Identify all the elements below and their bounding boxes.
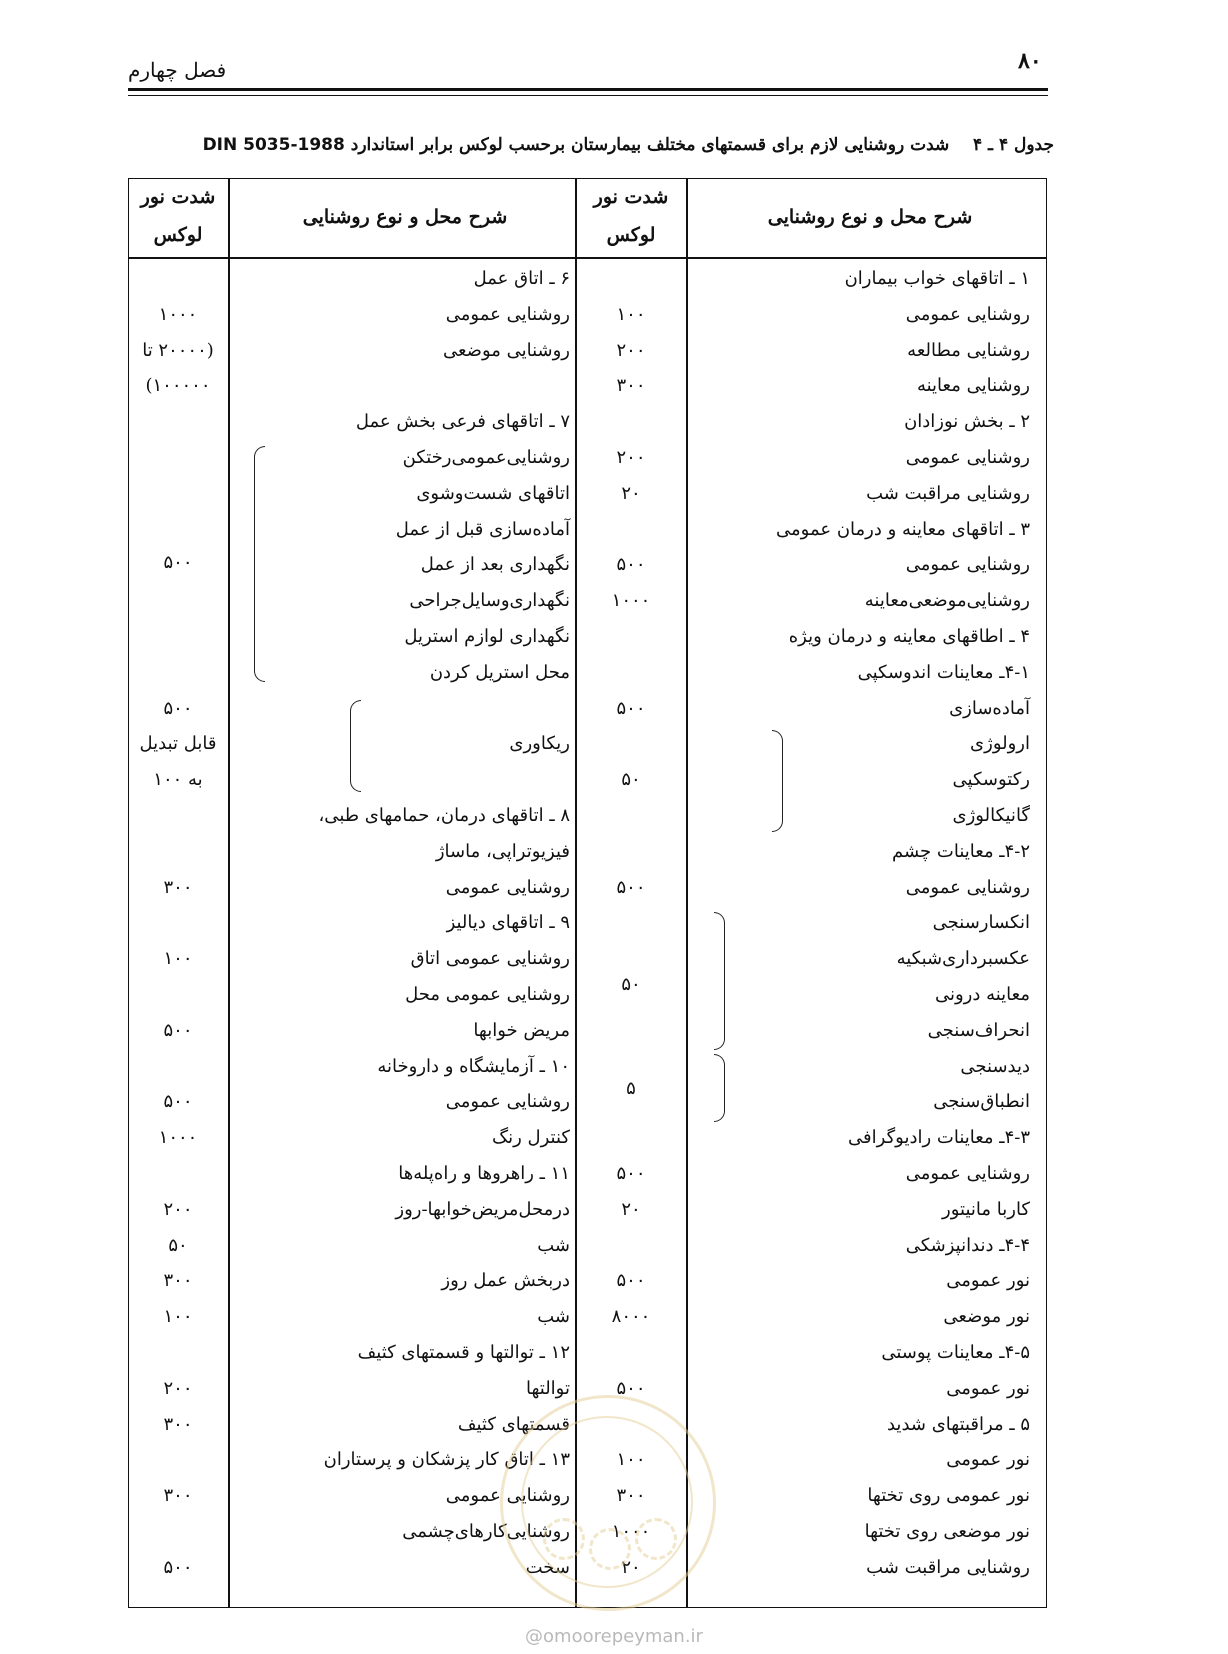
- left-row-value: [128, 978, 228, 1012]
- left-row-label: [240, 369, 570, 403]
- right-row-value: [576, 262, 686, 296]
- right-row-value: ۲۰: [621, 482, 641, 504]
- gear-icon: [635, 1518, 677, 1560]
- right-row-value: [576, 906, 686, 940]
- right-row-value: [576, 620, 686, 654]
- right-row-label: روشنایی عمومی: [905, 1163, 1030, 1184]
- right-row-label: گانیکالوژی: [952, 805, 1030, 826]
- right-row-value: [576, 1336, 686, 1370]
- right-row-value: ۵۰۰: [616, 876, 646, 898]
- left-row-value: ۲۰۰: [163, 1377, 193, 1399]
- left-row-label: روشنایی عمومی: [445, 1485, 570, 1507]
- bracket-recovery: [350, 700, 361, 792]
- right-row-value: ۵۰۰: [616, 1377, 646, 1399]
- site-watermark: @omoorepeyman.ir: [525, 1626, 703, 1647]
- left-row-value: ۵۰۰: [163, 697, 193, 719]
- right-row-label: نور عمومی: [946, 1449, 1030, 1471]
- operating-aux-group-value: ۵۰۰: [163, 552, 193, 573]
- left-row-value: [128, 477, 228, 511]
- left-row-value: ۱۰۰: [163, 1306, 193, 1328]
- right-row-label: رکتوسکپی: [952, 769, 1030, 791]
- right-row-value: [576, 1121, 686, 1155]
- right-row-value: ۳۰۰: [616, 1485, 646, 1507]
- left-row-label: کنترل رنگ: [492, 1127, 570, 1149]
- left-row-value: به ۱۰۰: [153, 769, 203, 791]
- right-row-value: ۵۰۰: [616, 1163, 646, 1184]
- left-row-label: نگهداری‌وسایل‌جراحی: [409, 590, 570, 612]
- left-row-label: ریکاوری: [509, 733, 570, 755]
- left-row-label: ۹ ـ اتاقهای دیالیز: [446, 912, 570, 934]
- publisher-seal: [500, 1395, 716, 1611]
- bracket-eye-vision: [714, 1054, 725, 1122]
- left-row-value: ۵۰۰: [163, 1556, 193, 1578]
- right-row-value: [576, 513, 686, 547]
- left-row-value: [128, 656, 228, 690]
- right-row-value: ۳۰۰: [616, 375, 646, 397]
- left-row-value: ۳۰۰: [163, 1270, 193, 1292]
- right-row-label: روشنایی عمومی: [905, 447, 1030, 468]
- left-row-value: [128, 405, 228, 439]
- left-row-label: ۶ ـ اتاق عمل: [473, 268, 570, 289]
- bracket-eye-refraction: [714, 912, 725, 1050]
- left-row-label: روشنایی عمومی: [445, 1091, 570, 1113]
- left-row-label: [240, 692, 570, 726]
- caption-standard: DIN 5035-1988: [202, 135, 345, 155]
- right-row-label: روشنایی معاینه: [916, 375, 1030, 397]
- left-row-label: شب: [537, 1234, 570, 1256]
- left-row-value: قابل تبدیل: [139, 733, 217, 755]
- right-row-value: ۲۰۰: [616, 447, 646, 468]
- right-row-value: ۸۰۰۰: [611, 1306, 651, 1328]
- left-row-label: درمحل‌مریض‌خوابها-روز: [395, 1198, 570, 1220]
- left-row-value: ۵۰: [168, 1234, 188, 1256]
- header-desc-left: شرح محل و نوع روشنایی: [302, 206, 508, 228]
- left-row-label: فیزیوتراپی، ماساژ: [435, 840, 570, 862]
- right-row-label: انکسارسنجی: [932, 912, 1030, 934]
- left-row-label: ۱۳ ـ اتاق کار پزشکان و پرستاران: [323, 1449, 570, 1471]
- right-row-label: ۴-۳ـ معاینات رادیوگرافی: [848, 1127, 1030, 1149]
- left-row-label: آماده‌سازی قبل از عمل: [395, 518, 570, 540]
- header-divider: [128, 257, 1047, 259]
- bracket-endoscopy: [772, 730, 783, 832]
- chapter-title: فصل چهارم: [128, 58, 227, 82]
- right-row-value: [576, 1229, 686, 1263]
- right-row-value: ۱۰۰: [616, 1449, 646, 1471]
- right-row-label: ۲ ـ بخش نوزادان: [904, 411, 1030, 433]
- right-row-label: آماده‌سازی: [949, 697, 1030, 719]
- right-row-value: ۲۰: [621, 1198, 641, 1220]
- gear-icon: [543, 1518, 585, 1560]
- right-row-label: ۴-۵ـ معاینات پوستی: [881, 1342, 1030, 1363]
- right-row-label: ارولوژی: [970, 733, 1030, 755]
- left-row-label: روشنایی عمومی محل: [405, 984, 570, 1005]
- left-row-label: ۷ ـ اتاقهای فرعی بخش عمل: [355, 411, 570, 433]
- left-row-label: ۱۰ ـ آزمایشگاه و داروخانه: [377, 1055, 570, 1077]
- right-row-value: ۵۰۰: [616, 1270, 646, 1292]
- left-row-value: [128, 835, 228, 869]
- right-row-value: ۱۰۰۰: [611, 590, 651, 612]
- right-row-label: ۴-۴ـ دندانپزشکی: [905, 1234, 1030, 1256]
- right-row-label: دیدسنجی: [960, 1055, 1030, 1077]
- right-row-label: نور موضعی روی تختها: [864, 1521, 1030, 1542]
- left-row-value: ۳۰۰: [163, 1485, 193, 1507]
- left-row-label: مریض خوابها: [473, 1019, 570, 1041]
- right-row-label: نور عمومی: [946, 1270, 1030, 1292]
- eye-vision-group-value: ۵: [626, 1078, 636, 1099]
- header-lux-left-1: شدت نور: [140, 186, 216, 208]
- left-row-value: ۱۰۰۰: [158, 303, 198, 325]
- left-row-value: (۲۰۰۰۰ تا: [142, 339, 214, 361]
- left-row-value: [128, 906, 228, 940]
- right-row-value: ۵۰۰: [616, 697, 646, 719]
- header-lux-right-1: شدت نور: [593, 186, 669, 208]
- right-row-value: [576, 1014, 686, 1048]
- left-row-value: [128, 1050, 228, 1084]
- header-lux-left-2: لوکس: [153, 224, 203, 246]
- right-row-label: روشنایی مطالعه: [907, 339, 1030, 361]
- left-row-label: ۸ ـ اتاقهای درمان، حمامهای طبی،: [318, 805, 570, 826]
- right-row-value: [576, 835, 686, 869]
- right-row-value: ۵۰: [621, 769, 641, 791]
- right-row-label: ۴ ـ اطاقهای معاینه و درمان ویژه: [788, 626, 1030, 647]
- right-row-label: نور عمومی روی تختها: [867, 1485, 1030, 1507]
- left-row-value: [128, 441, 228, 475]
- left-row-label: روشنایی عمومی: [445, 876, 570, 898]
- left-row-value: ۲۰۰: [163, 1198, 193, 1220]
- left-row-label: روشنایی عمومی اتاق: [410, 948, 570, 970]
- right-row-label: روشنایی عمومی: [905, 876, 1030, 898]
- right-row-value: ۱۰۰۰: [611, 1521, 651, 1542]
- left-row-label: دربخش عمل روز: [441, 1270, 570, 1292]
- right-row-label: ۴-۱ـ معاینات اندوسکپی: [857, 661, 1030, 683]
- left-row-value: ۳۰۰: [163, 876, 193, 898]
- right-row-label: عکسبرداری‌شبکیه: [896, 948, 1030, 970]
- right-row-value: [576, 405, 686, 439]
- right-row-label: ۵ ـ مراقبتهای شدید: [886, 1413, 1030, 1435]
- right-row-label: ۴-۲ـ معاینات چشم: [892, 840, 1030, 862]
- header-rule-thick: [128, 88, 1048, 91]
- right-row-label: روشنایی مراقبت شب: [866, 1556, 1030, 1578]
- left-row-label: روشنایی‌عمومی‌رختکن: [402, 447, 570, 468]
- left-row-label: سخت: [525, 1556, 570, 1578]
- right-row-label: معاینه درونی: [934, 984, 1030, 1005]
- page-number: ۸۰: [1018, 48, 1042, 74]
- header-desc-right: شرح محل و نوع روشنایی: [767, 206, 973, 228]
- left-row-label: اتاقهای شست‌وشوی: [416, 482, 570, 504]
- right-row-label: نور عمومی: [946, 1377, 1030, 1399]
- left-row-value: [128, 1336, 228, 1370]
- header-lux-right-2: لوکس: [606, 224, 656, 246]
- left-row-value: [128, 799, 228, 833]
- right-row-label: روشنایی عمومی: [905, 554, 1030, 576]
- right-row-label: روشنایی‌موضعی‌معاینه: [864, 590, 1030, 612]
- right-row-value: ۲۰: [621, 1556, 641, 1578]
- right-row-value: ۲۰۰: [616, 339, 646, 361]
- right-row-value: [576, 799, 686, 833]
- bracket-operating-aux: [254, 446, 265, 682]
- left-row-value: ۵۰۰: [163, 1091, 193, 1113]
- left-row-value: [128, 620, 228, 654]
- left-row-label: روشنایی عمومی: [445, 303, 570, 325]
- left-row-value: ۵۰۰: [163, 1019, 193, 1041]
- right-row-label: روشنایی عمومی: [905, 303, 1030, 325]
- right-row-value: ۵۰۰: [616, 554, 646, 576]
- left-row-value: [128, 513, 228, 547]
- right-row-value: [576, 656, 686, 690]
- table-caption: [134, 135, 1054, 155]
- right-row-label: نور موضعی: [943, 1306, 1030, 1328]
- left-row-value: ۱۰۰: [163, 948, 193, 970]
- left-row-value: ۱۰۰۰۰۰): [145, 375, 211, 397]
- left-row-label: محل استریل کردن: [429, 661, 570, 683]
- left-row-label: نگهداری بعد از عمل: [420, 554, 570, 576]
- left-row-value: [128, 584, 228, 618]
- left-row-label: نگهداری لوازم استریل: [404, 626, 570, 647]
- caption-label: جدول ۴ ـ ۴: [972, 135, 1054, 155]
- column-divider: [228, 178, 230, 1608]
- eye-refraction-group-value: ۵۰: [621, 974, 641, 995]
- left-row-label: روشنایی‌کارهای‌چشمی: [402, 1521, 570, 1542]
- left-row-label: قسمتهای کثیف: [457, 1413, 570, 1435]
- left-row-value: ۱۰۰۰: [158, 1127, 198, 1149]
- right-row-label: کاربا مانیتور: [942, 1198, 1030, 1220]
- left-row-value: [128, 1443, 228, 1477]
- gear-icon: [589, 1528, 631, 1570]
- left-row-label: روشنایی موضعی: [442, 339, 570, 361]
- left-row-value: ۳۰۰: [163, 1413, 193, 1435]
- right-row-value: ۱۰۰: [616, 303, 646, 325]
- right-row-value: [576, 727, 686, 761]
- caption-text: شدت روشنایی لازم برای قسمتهای مختلف بیمارستان برحسب لوکس برابر استاندارد: [350, 135, 950, 155]
- left-row-label: ۱۱ ـ راهروها و راه‌پله‌ها: [398, 1163, 570, 1184]
- right-row-label: روشنایی مراقبت شب: [866, 482, 1030, 504]
- left-row-value: [128, 1515, 228, 1549]
- left-row-label: [240, 763, 570, 797]
- right-row-label: انطباق‌سنجی: [933, 1091, 1030, 1113]
- left-row-value: [128, 1157, 228, 1191]
- right-row-label: ۳ ـ اتاقهای معاینه و درمان عمومی: [776, 518, 1030, 540]
- left-row-label: توالتها: [525, 1377, 570, 1399]
- header-rule-thin: [128, 95, 1048, 96]
- left-row-label: شب: [537, 1306, 570, 1328]
- right-row-label: ۱ ـ اتاقهای خواب بیماران: [844, 268, 1030, 289]
- right-row-label: انحراف‌سنجی: [927, 1019, 1030, 1041]
- left-row-label: ۱۲ ـ توالتها و قسمتهای کثیف: [357, 1342, 570, 1363]
- left-row-value: [128, 262, 228, 296]
